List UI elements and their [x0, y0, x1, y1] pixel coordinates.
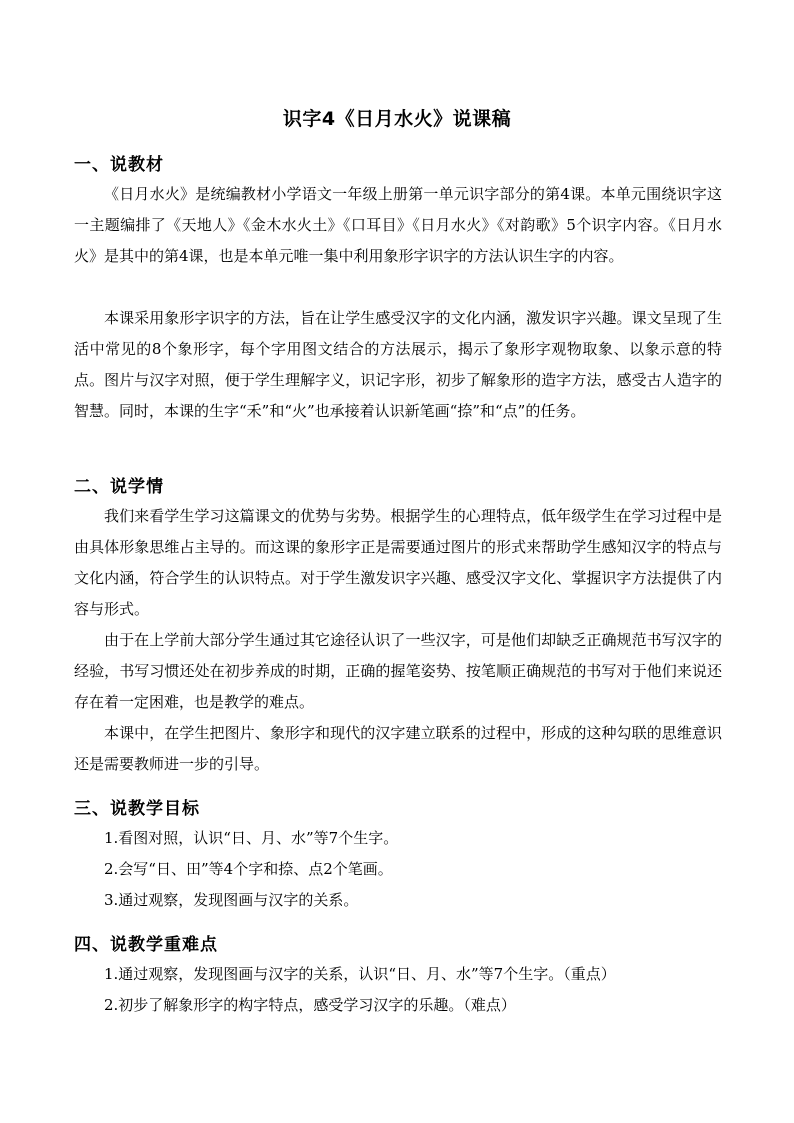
key-point-item: 2.初步了解象形字的构字特点，感受学习汉字的乐趣。（难点） — [104, 996, 516, 1014]
section-heading-objectives: 三、说教学目标 — [74, 799, 200, 819]
objective-item: 2.会写“日、田”等4个字和捺、点2个笔画。 — [104, 860, 393, 878]
paragraph-textbook-overview: 《日月水火》是统编教材小学语文一年级上册第一单元识字部分的第4课。本单元围绕识字这一主题编排了《天地人》《金木水火土》《口耳目》《日月水火》《对韵歌》5个识字内容。《日月水火》是其中的第4课，也是本单元唯一集中利用象形字识字的方法认识生字的内容。 — [74, 185, 722, 265]
section-heading-students: 二、说学情 — [74, 477, 164, 497]
section-heading-key-points: 四、说教学重难点 — [74, 935, 218, 955]
document-title: 识字4《日月水火》说课稿 — [282, 108, 512, 130]
objective-item: 1.看图对照，认识“日、月、水”等7个生字。 — [104, 829, 399, 847]
paragraph-students-strengths: 我们来看学生学习这篇课文的优势与劣势。根据学生的心理特点，低年级学生在学习过程中是由具体形象思维占主导的。而这课的象形字正是需要通过图片的形式来帮助学生感知汉字的特点与文化内涵，符合学生的认识特点。对于学生激发识字兴趣、感受汉字文化、掌握识字方法提供了内容与形式。 — [74, 507, 722, 618]
section-heading-textbook: 一、说教材 — [74, 155, 164, 175]
objective-item: 3.通过观察，发现图画与汉字的关系。 — [104, 891, 359, 909]
paragraph-students-guidance: 本课中，在学生把图片、象形字和现代的汉字建立联系的过程中，形成的这种勾联的思维意识还是需要教师进一步的引导。 — [74, 724, 722, 773]
paragraph-students-difficulty: 由于在上学前大部分学生通过其它途径认识了一些汉字，可是他们却缺乏正确规范书写汉字的经验，书写习惯还处在初步养成的时期，正确的握笔姿势、按笔顺正确规范的书写对于他们来说还存在着一定困难，也是教学的难点。 — [74, 631, 722, 711]
key-point-item: 1.通过观察，发现图画与汉字的关系，认识“日、月、水”等7个生字。（重点） — [104, 965, 616, 983]
paragraph-textbook-method: 本课采用象形字识字的方法，旨在让学生感受汉字的文化内涵，激发识字兴趣。课文呈现了生活中常见的8个象形字，每个字用图文结合的方法展示，揭示了象形字观物取象、以象示意的特点。图片与汉字对照，便于学生理解字义，识记字形，初步了解象形的造字方法，感受古人造字的智慧。同时，本课的生字“禾”和“火”也承接着认识新笔画“捺”和“点”的任务。 — [74, 309, 722, 420]
